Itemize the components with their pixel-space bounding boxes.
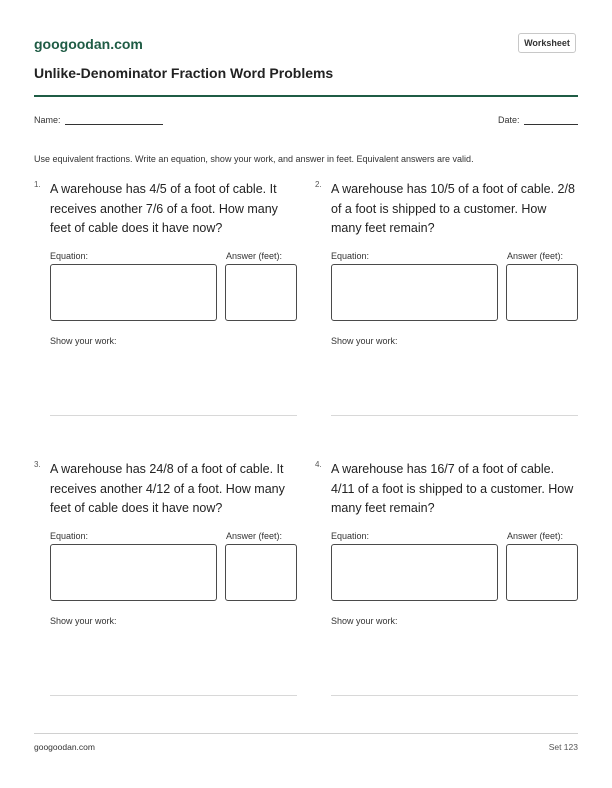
problem-3	[34, 460, 294, 700]
work-label: Show your work:	[50, 336, 117, 346]
equation-box[interactable]	[50, 264, 217, 321]
problem-1	[34, 180, 294, 420]
problem-4	[315, 460, 575, 700]
worksheet-badge: Worksheet	[518, 33, 576, 53]
work-area-line[interactable]	[50, 695, 297, 696]
work-label: Show your work:	[331, 336, 398, 346]
equation-label: Equation:	[50, 251, 89, 261]
work-area-line[interactable]	[50, 415, 297, 416]
page-title: Unlike-Denominator Fraction Word Problems	[34, 65, 334, 81]
answer-label: Answer (feet):	[226, 251, 283, 261]
equation-label: Equation:	[50, 531, 89, 541]
problem-number: 2.	[315, 180, 322, 189]
answer-label: Answer (feet):	[507, 251, 564, 261]
answer-box[interactable]	[506, 264, 578, 321]
footer-divider	[34, 733, 578, 734]
problem-text: A warehouse has 16/7 of a foot of cable. 4/11 of a foot is shipped to a customer. How many feet remain?	[331, 462, 574, 515]
name-field[interactable]	[65, 124, 163, 125]
date-field[interactable]	[524, 124, 578, 125]
date-label: Date:	[498, 115, 520, 125]
work-area-line[interactable]	[331, 695, 578, 696]
equation-box[interactable]	[50, 544, 217, 601]
footer-site: googoodan.com	[34, 742, 95, 752]
work-label: Show your work:	[50, 616, 117, 626]
work-area-line[interactable]	[331, 415, 578, 416]
name-label: Name:	[34, 115, 61, 125]
brand-logo-text: googoodan.com	[34, 36, 143, 52]
answer-box[interactable]	[506, 544, 578, 601]
answer-box[interactable]	[225, 544, 297, 601]
equation-box[interactable]	[331, 544, 498, 601]
equation-label: Equation:	[331, 531, 370, 541]
problem-2	[315, 180, 575, 420]
problem-number: 3.	[34, 460, 41, 469]
problem-text: A warehouse has 24/8 of a foot of cable. It receives another 4/12 of a foot. How many feet of cable does it have now?	[50, 462, 285, 515]
footer-set-number: Set 123	[548, 742, 578, 752]
problem-text: A warehouse has 10/5 of a foot of cable. 2/8 of a foot is shipped to a customer. How many feet remain?	[331, 182, 575, 235]
header-divider	[34, 95, 578, 97]
problem-text: A warehouse has 4/5 of a foot of cable. It receives another 7/6 of a foot. How many feet of cable does it have now?	[50, 182, 278, 235]
answer-box[interactable]	[225, 264, 297, 321]
problem-number: 4.	[315, 460, 322, 469]
answer-label: Answer (feet):	[507, 531, 564, 541]
work-label: Show your work:	[331, 616, 398, 626]
problem-number: 1.	[34, 180, 41, 189]
answer-label: Answer (feet):	[226, 531, 283, 541]
instructions: Use equivalent fractions. Write an equation, show your work, and answer in feet. Equivalent answers are valid.	[34, 154, 474, 164]
equation-box[interactable]	[331, 264, 498, 321]
equation-label: Equation:	[331, 251, 370, 261]
